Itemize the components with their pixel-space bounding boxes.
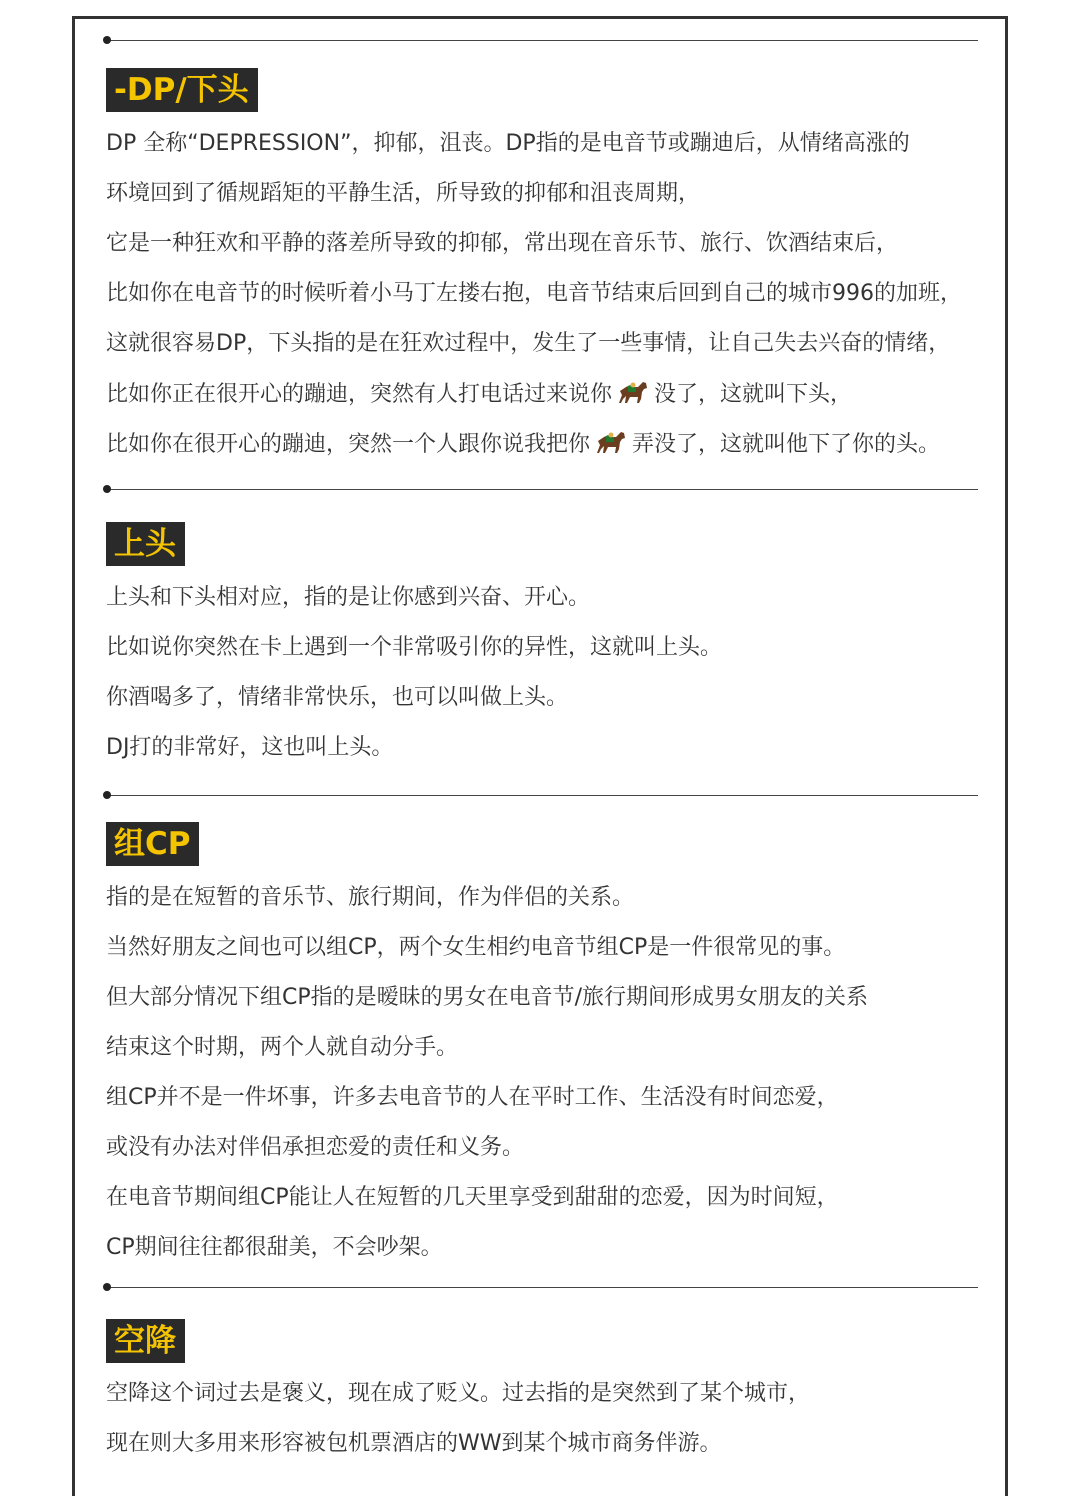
paragraph-line: 环境回到了循规蹈矩的平静生活，所导致的抑郁和沮丧周期，: [106, 181, 701, 206]
paragraph-line: 或没有办法对伴侣承担恋爱的责任和义务。: [106, 1135, 525, 1160]
divider-dot: [103, 36, 111, 44]
paragraph-line: 你酒喝多了，情绪非常快乐，也可以叫做上头。: [106, 685, 569, 710]
paragraph-line: [106, 379, 852, 410]
section-divider: [104, 1287, 978, 1288]
divider-dot: [103, 791, 111, 799]
paragraph-line: [106, 429, 940, 460]
paragraph-line: 空降这个词过去是褒义，现在成了贬义。过去指的是突然到了某个城市，: [106, 1381, 811, 1406]
paragraph-line: DJ打的非常好，这也叫上头。: [106, 735, 394, 760]
section-heading-kongjiang: 空降: [106, 1319, 185, 1363]
paragraph-line: 但大部分情况下组CP指的是暧昧的男女在电音节/旅行期间形成男女朋友的关系: [106, 985, 869, 1010]
section-heading-dp: -DP/下头: [106, 68, 258, 112]
paragraph-line: 结束这个时期，两个人就自动分手。: [106, 1035, 459, 1060]
divider-dot: [103, 1283, 111, 1291]
paragraph-line: 这就很容易DP，下头指的是在狂欢过程中，发生了一些事情，让自己失去兴奋的情绪，: [106, 331, 951, 356]
line-text-before: 比如你在很开心的蹦迪，突然一个人跟你说我把你: [106, 432, 591, 457]
section-divider: [104, 489, 978, 490]
section-divider: [104, 40, 978, 41]
paragraph-line: 组CP并不是一件坏事，许多去电音节的人在平时工作、生活没有时间恋爱，: [106, 1085, 839, 1110]
section-heading-shangtou: 上头: [106, 522, 185, 566]
paragraph-line: 当然好朋友之间也可以组CP，两个女生相约电音节组CP是一件很常见的事。: [106, 935, 846, 960]
paragraph-line: 上头和下头相对应，指的是让你感到兴奋、开心。: [106, 585, 591, 610]
paragraph-line: 它是一种狂欢和平静的落差所导致的抑郁，常出现在音乐节、旅行、饮酒结束后，: [106, 231, 899, 256]
paragraph-line: 比如说你突然在卡上遇到一个非常吸引你的异性，这就叫上头。: [106, 635, 723, 660]
paragraph-line: 比如你在电音节的时候听着小马丁左搂右抱，电音节结束后回到自己的城市996的加班，: [106, 281, 962, 306]
paragraph-line: 在电音节期间组CP能让人在短暂的几天里享受到甜甜的恋爱，因为时间短，: [106, 1185, 839, 1210]
paragraph-line: 指的是在短暂的音乐节、旅行期间，作为伴侣的关系。: [106, 885, 635, 910]
line-text-before: 比如你正在很开心的蹦迪，突然有人打电话过来说你: [106, 382, 613, 407]
divider-dot: [103, 485, 111, 493]
section-heading-zucp: 组CP: [106, 822, 199, 866]
section-divider: [104, 795, 978, 796]
line-text-after: 没了，这就叫下头，: [654, 382, 853, 407]
paragraph-line: DP 全称“DEPRESSION”，抑郁，沮丧。DP指的是电音节或蹦迪后，从情绪高涨的: [106, 131, 910, 156]
line-text-after: 弄没了，这就叫他下了你的头。: [632, 432, 941, 457]
paragraph-line: 现在则大多用来形容被包机票酒店的WW到某个城市商务伴游。: [106, 1431, 722, 1456]
paragraph-line: CP期间往往都很甜美，不会吵架。: [106, 1235, 443, 1260]
horse-icon: [594, 429, 628, 455]
horse-icon: [616, 379, 650, 405]
